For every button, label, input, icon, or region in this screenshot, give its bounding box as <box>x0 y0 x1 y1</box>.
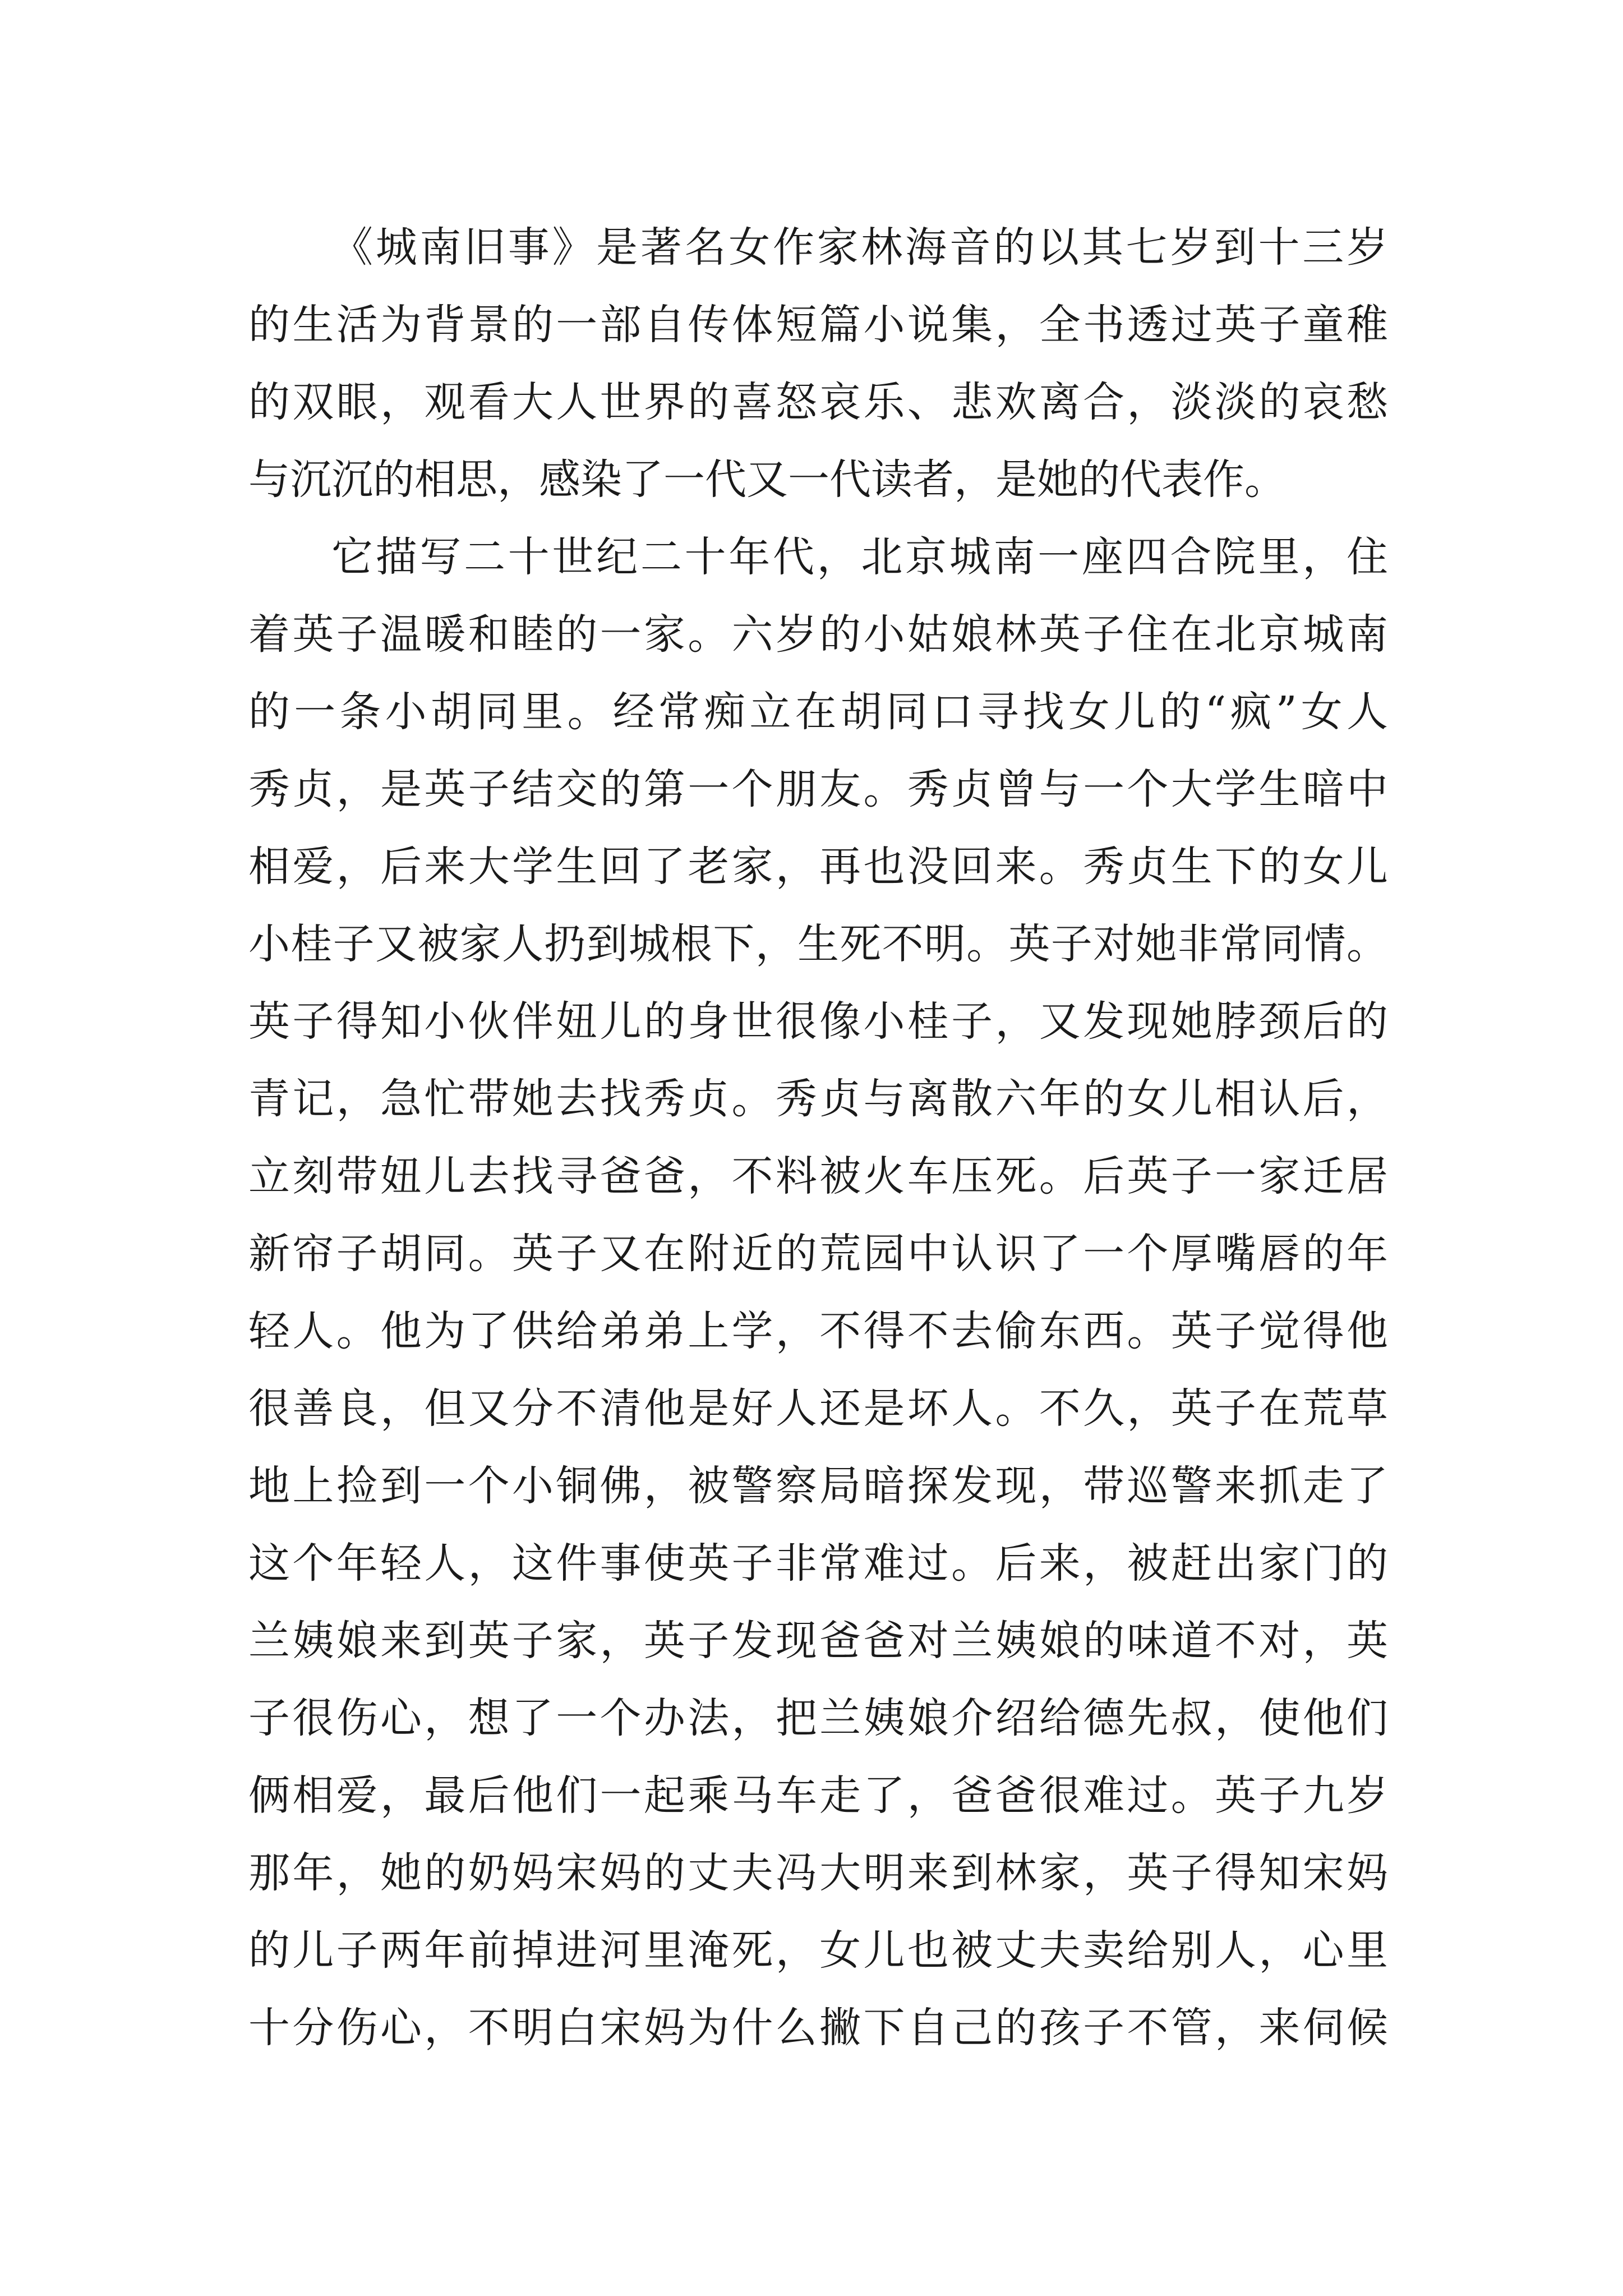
text-line: 相爱，后来大学生回了老家，再也没回来。秀贞生下的女儿 <box>248 843 1388 891</box>
body-text <box>248 209 1388 2067</box>
paragraph-1 <box>248 209 1388 518</box>
text-line: 兰姨娘来到英子家，英子发现爸爸对兰姨娘的味道不对，英 <box>248 1617 1388 1665</box>
text-line: 十分伤心，不明白宋妈为什么撇下自己的孩子不管，来伺候 <box>248 2004 1388 2052</box>
text-line: 小桂子又被家人扔到城根下，生死不明。英子对她非常同情。 <box>248 920 1388 968</box>
text-line: 与沉沉的相思，感染了一代又一代读者，是她的代表作。 <box>248 455 1286 504</box>
text-line: 俩相爱，最后他们一起乘马车走了，爸爸很难过。英子九岁 <box>248 1772 1388 1820</box>
text-line: 的儿子两年前掉进河里淹死，女儿也被丈夫卖给别人，心里 <box>248 1926 1388 1975</box>
text-line: 那年，她的奶妈宋妈的丈夫冯大明来到林家，英子得知宋妈 <box>248 1849 1388 1897</box>
paragraph-2 <box>248 518 1388 2067</box>
text-line: 秀贞，是英子结交的第一个朋友。秀贞曾与一个大学生暗中 <box>248 765 1388 813</box>
text-line: 地上捡到一个小铜佛，被警察局暗探发现，带巡警来抓走了 <box>248 1462 1388 1510</box>
text-line: 它描写二十世纪二十年代，北京城南一座四合院里，住 <box>331 533 1388 581</box>
text-line: 的一条小胡同里。经常痴立在胡同口寻找女儿的“疯”女人 <box>248 688 1388 736</box>
text-line: 的双眼，观看大人世界的喜怒哀乐、悲欢离合，淡淡的哀愁 <box>248 378 1388 426</box>
text-line: 英子得知小伙伴妞儿的身世很像小桂子，又发现她脖颈后的 <box>248 997 1388 1046</box>
text-line: 新帘子胡同。英子又在附近的荒园中认识了一个厚嘴唇的年 <box>248 1230 1388 1278</box>
text-line: 《城南旧事》是著名女作家林海音的以其七岁到十三岁 <box>331 223 1388 272</box>
text-line: 很善良，但又分不清他是好人还是坏人。不久，英子在荒草 <box>248 1384 1388 1433</box>
text-line: 轻人。他为了供给弟弟上学，不得不去偷东西。英子觉得他 <box>248 1307 1388 1355</box>
text-line: 青记，急忙带她去找秀贞。秀贞与离散六年的女儿相认后， <box>248 1075 1388 1123</box>
text-line: 着英子温暖和睦的一家。六岁的小姑娘林英子住在北京城南 <box>248 610 1388 659</box>
text-line: 立刻带妞儿去找寻爸爸，不料被火车压死。后英子一家迁居 <box>248 1152 1388 1200</box>
text-line: 这个年轻人，这件事使英子非常难过。后来，被赶出家门的 <box>248 1539 1388 1588</box>
text-line: 的生活为背景的一部自传体短篇小说集，全书透过英子童稚 <box>248 301 1388 349</box>
text-line: 子很伤心，想了一个办法，把兰姨娘介绍给德先叔，使他们 <box>248 1694 1388 1742</box>
